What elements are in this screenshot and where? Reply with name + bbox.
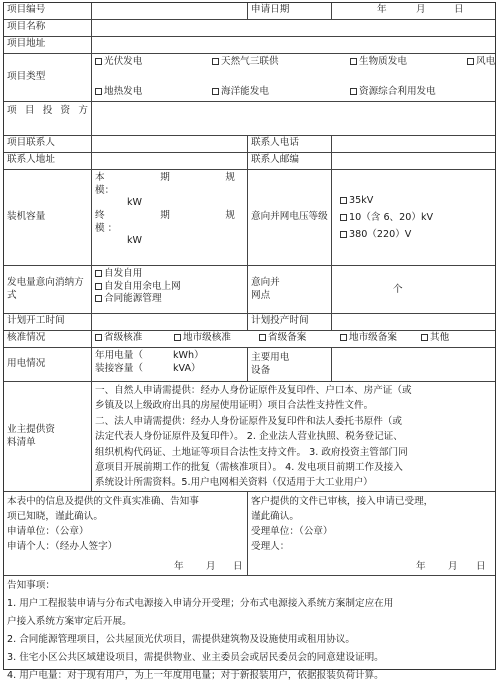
- contact-value[interactable]: [92, 136, 248, 153]
- notice-line: 4. 用户电量：对于现有用户，为上一年度用电量；对于新报装用户，依据报装负荷计算。: [7, 670, 384, 681]
- grid-point-label: 意向并网点: [248, 266, 332, 314]
- checkbox-icon[interactable]: [174, 334, 181, 341]
- contact-address-label: 联系人地址: [4, 153, 92, 170]
- consumption-option-contract[interactable]: 合同能源管理: [95, 293, 244, 306]
- day-label: 日: [454, 4, 464, 15]
- checkbox-icon[interactable]: [212, 58, 219, 65]
- sign-day: 日: [233, 561, 243, 572]
- checkbox-icon[interactable]: [467, 58, 474, 65]
- contact-email-label: 联系人邮编: [248, 153, 332, 170]
- voltage-option-35kv[interactable]: 35kV: [340, 195, 373, 208]
- project-type-options: [92, 54, 495, 102]
- consumption-options: [92, 266, 248, 314]
- notice-section: [4, 576, 495, 681]
- project-address-value[interactable]: [92, 37, 495, 54]
- capacity-value[interactable]: 本 期 规 模： kW 终 期 规 模 ： kW: [92, 170, 248, 266]
- year-label: 年: [377, 4, 387, 15]
- voltage-options: [332, 170, 495, 266]
- project-type-label: 项目类型: [4, 54, 92, 102]
- sign-year: 年: [174, 561, 184, 572]
- annual-use-label: 年用电量（: [95, 350, 143, 361]
- contact-phone-value[interactable]: [332, 136, 495, 153]
- checkbox-icon[interactable]: [212, 88, 219, 95]
- contact-phone-label: 联系人电话: [248, 136, 332, 153]
- notice-title: 告知事项：: [7, 580, 55, 591]
- checkbox-icon[interactable]: [340, 197, 347, 204]
- checkbox-icon[interactable]: [421, 334, 428, 341]
- approval-option-provincial[interactable]: 省级核准: [95, 332, 142, 345]
- type-option-geothermal[interactable]: 地热发电: [95, 86, 142, 99]
- grid-point-value[interactable]: [332, 266, 495, 314]
- checkbox-icon[interactable]: [259, 334, 266, 341]
- type-option-ocean[interactable]: 海洋能发电: [212, 86, 269, 99]
- sign-month: 月: [206, 561, 216, 572]
- checkbox-icon[interactable]: [95, 270, 102, 277]
- checkbox-icon[interactable]: [340, 231, 347, 238]
- application-form: [3, 2, 496, 681]
- checkbox-icon[interactable]: [340, 214, 347, 221]
- checkbox-icon[interactable]: [95, 88, 102, 95]
- apply-date-value[interactable]: [332, 3, 495, 20]
- voltage-option-380v[interactable]: 380（220）V: [340, 229, 411, 242]
- start-time-value[interactable]: [92, 314, 248, 331]
- investor-value[interactable]: [92, 102, 495, 136]
- notice-line: 3. 住宅小区公共区域建设项目，需提供物业、业主委员会或居民委员会的同意建设证明。: [7, 652, 384, 663]
- start-time-label: 计划开工时间: [4, 314, 92, 331]
- installed-cap-label: 装接容量（: [95, 362, 143, 374]
- consumption-option-surplus[interactable]: 自发自用余电上网: [95, 281, 244, 294]
- acceptance-box[interactable]: 客户提供的文件已审核，接入申请已受理， 谨此确认。 受理单位：（公章） 受理人： 年 月 日: [248, 492, 495, 576]
- notice-line: 户接入系统方案审定后开展。: [7, 616, 132, 627]
- type-option-solar[interactable]: 光伏发电: [95, 56, 142, 69]
- docs-list: 一、自然人申请需提供：经办人身份证原件及复印件、户口本、房产证（或 乡镇及以上级政府出具的房屋使用证明）项目合法性支持性文件。 二、法人申请需提供：经办人身份证原件及复印件和法人委托书原件（或 法定代表人身份证原件及复印件）。 2. 企业法人营业执照、税务登记证、 组织机构代码证、土地证等项目合法性支持文件。 3. 政府投资主管部门同 意项目开展前期工作的批复（需核准项目）。 4. 发电项目前期工作及接入 系统设计所需资料。5.用户电网相关资料（仅适用于大工业用户）: [92, 382, 495, 492]
- checkbox-icon[interactable]: [350, 88, 357, 95]
- main-equipment-value[interactable]: [332, 348, 495, 382]
- notice-line: 1. 用户工程报装申请与分布式电源接入申请分开受理；分布式电源接入系统方案制定应在用: [7, 598, 394, 609]
- approval-option-other[interactable]: 其他: [421, 332, 449, 345]
- project-no-label: 项目编号: [4, 3, 92, 20]
- voltage-label: 意向并网电压等级: [248, 170, 332, 266]
- apply-date-label: 申请日期: [248, 3, 332, 20]
- contact-label: 项目联系人: [4, 136, 92, 153]
- checkbox-icon[interactable]: [95, 295, 102, 302]
- accept-month: 月: [448, 561, 458, 572]
- approval-label: 核准情况: [4, 331, 92, 348]
- approval-option-municipal[interactable]: 地市级核准: [174, 332, 231, 345]
- voltage-option-10kv[interactable]: 10（含 6、20）kV: [340, 212, 433, 225]
- checkbox-icon[interactable]: [95, 283, 102, 290]
- investor-label: 项 目 投 资 方: [4, 102, 92, 136]
- checkbox-icon[interactable]: [340, 334, 347, 341]
- month-label: 月: [416, 4, 426, 15]
- accept-year: 年: [416, 561, 426, 572]
- type-option-gas[interactable]: 天然气三联供: [212, 56, 279, 69]
- production-time-label: 计划投产时间: [248, 314, 332, 331]
- project-name-value[interactable]: [92, 20, 495, 37]
- project-no-value[interactable]: [92, 3, 248, 20]
- type-option-wind[interactable]: 风电: [467, 56, 495, 69]
- approval-option-municipal-filing[interactable]: 地市级备案: [340, 332, 397, 345]
- approval-options: [92, 331, 495, 348]
- consumption-option-self[interactable]: 自发自用: [95, 268, 244, 281]
- checkbox-icon[interactable]: [95, 334, 102, 341]
- consumption-label: 发电量意向消纳方式: [4, 266, 92, 314]
- declaration-box[interactable]: 本表中的信息及提供的文件真实准确、告知事 项已知晓，谨此确认。 申请单位：（公章） 申请个人：（经办人签字） 年 月 日: [4, 492, 248, 576]
- annual-use-unit: kWh）: [172, 350, 204, 361]
- notice-line: 2. 合同能源管理项目，公共屋顶光伏项目，需提供建筑物及设施使用或租用协议。: [7, 634, 355, 645]
- grid-point-unit: 个: [393, 284, 403, 295]
- accept-day: 日: [476, 561, 486, 572]
- project-name-label: 项目名称: [4, 20, 92, 37]
- contact-address-value[interactable]: [92, 153, 248, 170]
- docs-label: 业主提供资料清单: [4, 382, 92, 492]
- approval-option-provincial-filing[interactable]: 省级备案: [259, 332, 306, 345]
- production-time-value[interactable]: [332, 314, 495, 331]
- main-equipment-label: 主要用电设备: [248, 348, 332, 382]
- capacity-label: 装机容量: [4, 170, 92, 266]
- contact-email-value[interactable]: [332, 153, 495, 170]
- checkbox-icon[interactable]: [95, 58, 102, 65]
- type-option-biomass[interactable]: 生物质发电: [350, 56, 407, 69]
- checkbox-icon[interactable]: [350, 58, 357, 65]
- installed-cap-unit: kVA）: [172, 362, 201, 374]
- project-address-label: 项目地址: [4, 37, 92, 54]
- type-option-resource[interactable]: 资源综合利用发电: [350, 86, 436, 99]
- power-use-label: 用电情况: [4, 348, 92, 382]
- power-use-value[interactable]: [92, 348, 248, 382]
